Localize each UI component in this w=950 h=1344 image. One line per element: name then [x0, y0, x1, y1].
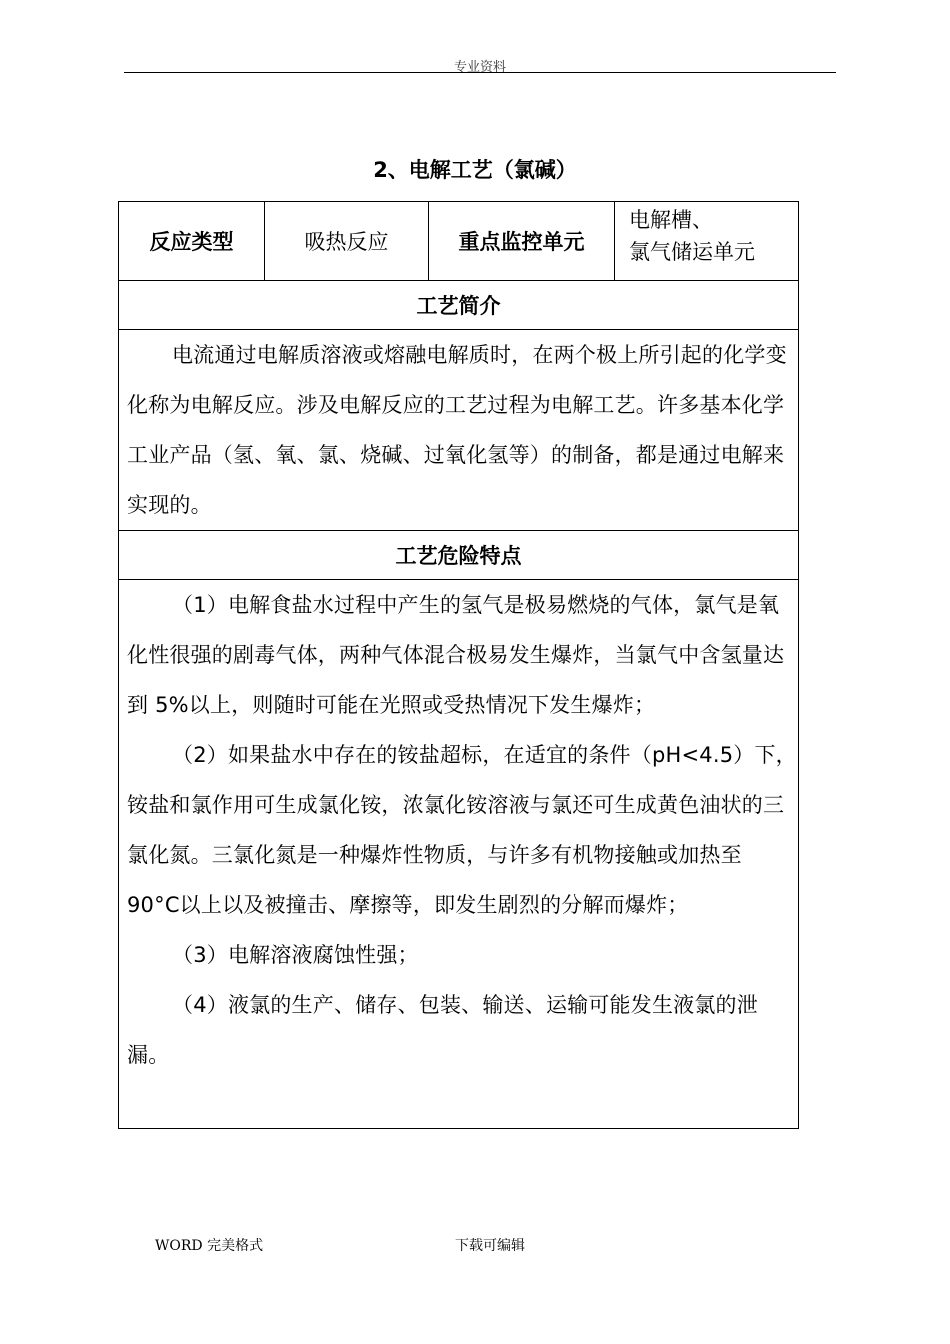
page-header: 专业资料: [453, 60, 506, 75]
document-title: 2、电解工艺（氯碱）: [373, 158, 577, 182]
summary-row: [119, 202, 799, 281]
intro-row: [119, 330, 799, 531]
footer-format-note: WORD 完美格式: [155, 1238, 264, 1254]
key-unit-value: [615, 202, 799, 281]
footer-download-note: 下载可编辑: [455, 1238, 525, 1254]
hazard-item: （4）液氯的生产、储存、包装、输送、运输可能发生液氯的泄漏。: [127, 993, 758, 1067]
hazard-item: （1）电解食盐水过程中产生的氢气是极易燃烧的气体，氯气是氧化性很强的剧毒气体，两种气体混合极易发生爆炸，当氯气中含氢量达到 5%以上，则随时可能在光照或受热情况下发生爆炸；: [127, 593, 785, 717]
hazard-heading-row: [119, 531, 799, 580]
reaction-type-value: 吸热反应: [265, 202, 429, 281]
intro-text: 电流通过电解质溶液或熔融电解质时，在两个极上所引起的化学变化称为电解反应。涉及电解反应的工艺过程为电解工艺。许多基本化学工业产品（氢、氧、氯、烧碱、过氧化氢等）的制备，都是通过电解来实现的。: [127, 343, 787, 517]
hazard-cell: [119, 580, 799, 1129]
intro-heading: 工艺简介: [119, 281, 799, 330]
hazard-item: （3）电解溶液腐蚀性强；: [172, 943, 419, 967]
key-unit-value-line1: 电解槽、: [629, 208, 713, 232]
reaction-type-label: 反应类型: [119, 202, 265, 281]
hazard-heading: 工艺危险特点: [119, 531, 799, 580]
key-unit-value-line2: 氯气储运单元: [629, 240, 755, 264]
intro-cell: [119, 330, 799, 531]
key-unit-label: 重点监控单元: [429, 202, 615, 281]
process-info-table: [118, 201, 799, 1129]
header-rule: [124, 72, 836, 73]
intro-heading-row: [119, 281, 799, 330]
hazard-item: （2）如果盐水中存在的铵盐超标，在适宜的条件（pH<4.5）下，铵盐和氯作用可生成氯化铵，浓氯化铵溶液与氯还可生成黄色油状的三氯化氮。三氯化氮是一种爆炸性物质，与许多有机物接触或加热至 90°C以上以及被撞击、摩擦等，即发生剧烈的分解而爆炸；: [127, 743, 797, 917]
hazard-row: [119, 580, 799, 1129]
